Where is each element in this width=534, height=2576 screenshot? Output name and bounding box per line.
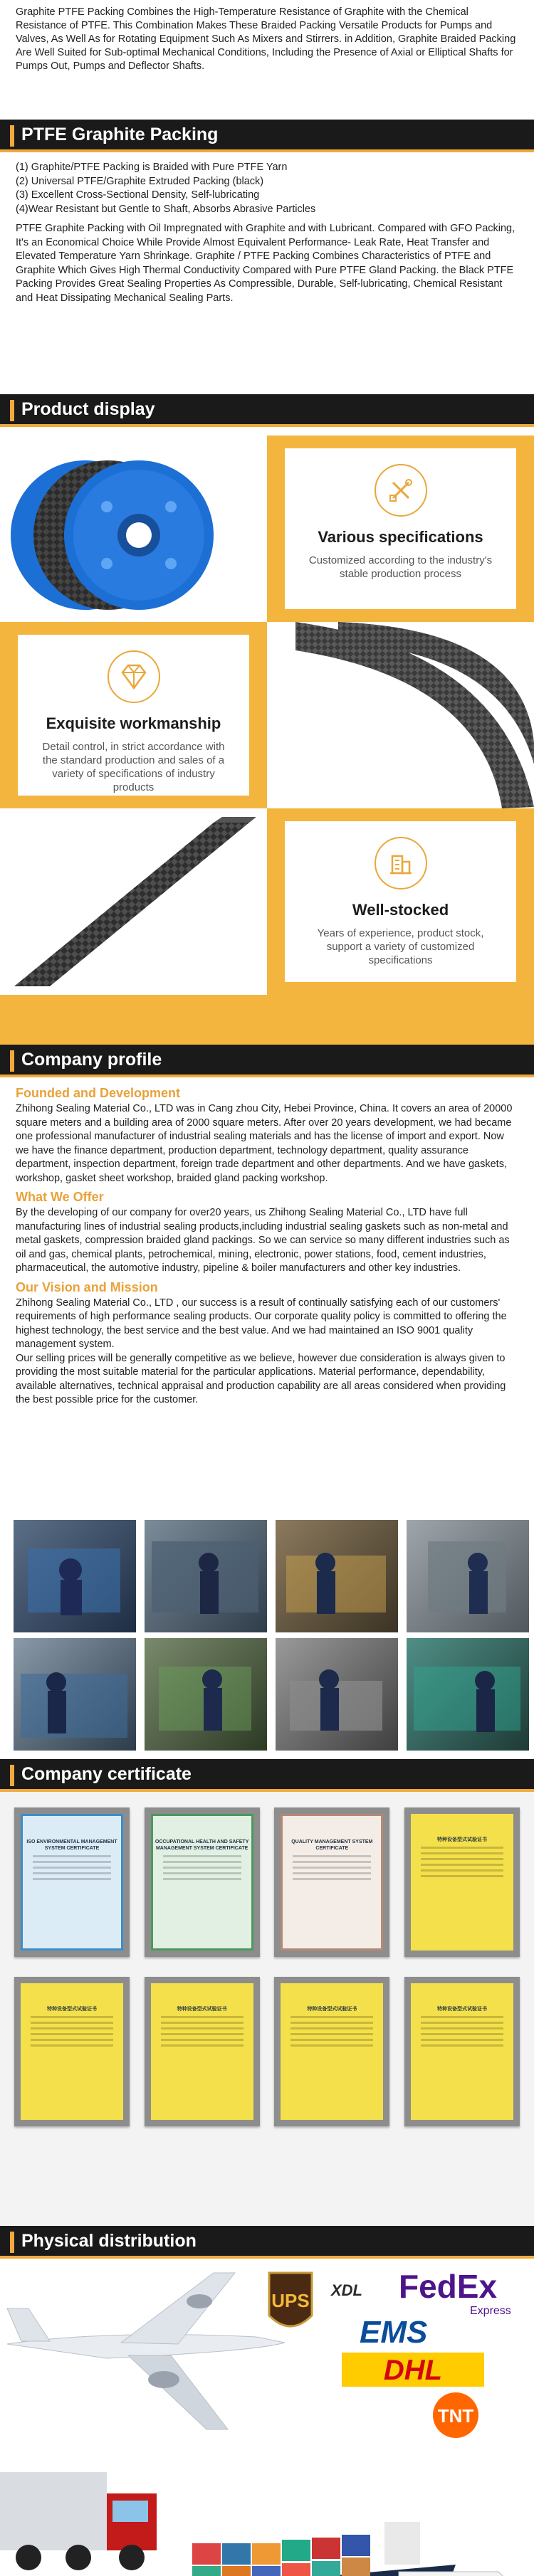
- certificate-occupational-health: [151, 1814, 253, 1951]
- intro-section: [0, 0, 534, 120]
- certificate-frame: [404, 1807, 520, 1957]
- product-photo-spool: [0, 436, 267, 622]
- feature-title: Well-stocked: [352, 901, 449, 919]
- subheading-offer: What We Offer: [16, 1190, 104, 1204]
- product-row-1: [0, 436, 534, 622]
- carrier-fedex-express: Express: [470, 2305, 511, 2317]
- feature-item: (1) Graphite/PTFE Packing is Braided with Pure PTFE Yarn: [16, 162, 288, 173]
- carrier-fedex: FedEx: [399, 2268, 498, 2305]
- certificate-type-test: [281, 1983, 383, 2120]
- certificate-frame: [274, 1977, 389, 2126]
- packing-stick-image: [0, 808, 267, 995]
- certificate-title: 特种设备型式试验证书: [436, 2007, 487, 2012]
- certificate-type-test: [411, 1983, 513, 2120]
- section-title: Company profile: [21, 1049, 162, 1070]
- certificate-frame: [404, 1977, 520, 2126]
- feature-item: (2) Universal PTFE/Graphite Extruded Packing (black): [16, 175, 264, 187]
- certificate-title: 特种设备型式试验证书: [307, 2007, 357, 2012]
- certificate-title: 特种设备型式试验证书: [177, 2007, 227, 2012]
- carrier-ups: UPS: [271, 2290, 310, 2311]
- accent-bar: [10, 1050, 14, 1072]
- accent-bar: [10, 1765, 14, 1786]
- section-header-company-profile: [0, 1045, 534, 1077]
- feature-card: [285, 821, 516, 982]
- packing-spool-image: [0, 436, 267, 622]
- feature-title: Various specifications: [318, 528, 483, 546]
- description-text: PTFE Graphite Packing with Oil Impregnated with Graphite and with Lubricant. Compared with GFO Packing, It's an Economical Choice While Provide Almost Equivalent Performance- Leak Rate, Heat Transfer and Elevated Temperature Yarn Shrinkage. Graphite / PTFE Packing Combines Characteristics of PTFE and Graphite Which Gives High Thermal Conductivity Compared with Pure PTFE Gland Packing. the Black PTFE Packing Provides Great Sealing Properties As Compressible, Durable, Self-lubricating, Chemical Resistant and Heat Dissipating Mechanical Sealing Parts.: [16, 223, 515, 304]
- certificate-frame: [14, 1977, 130, 2126]
- product-row-2: [0, 622, 534, 808]
- airplane-icon: [7, 2273, 285, 2429]
- factory-photo: [407, 1638, 529, 1751]
- factory-photo: [276, 1638, 398, 1751]
- certificate-gallery: [0, 1792, 534, 2226]
- feature-card-panel: [267, 436, 534, 622]
- certificate-frame: [274, 1807, 389, 1957]
- cargo-ship-icon: [135, 2522, 456, 2576]
- certificate-quality-management: [281, 1814, 383, 1951]
- feature-card: [285, 448, 516, 609]
- certificate-title: OCCUPATIONAL HEALTH AND SAFETY MANAGEMENT SYSTEM CERTIFICATE: [155, 1839, 249, 1851]
- certificate-title: 特种设备型式试验证书: [436, 1837, 487, 1842]
- section-title: Product display: [21, 398, 155, 419]
- logistics-illustration: [0, 2259, 534, 2576]
- feature-subtitle: Customized according to the industry's stable production process: [308, 554, 493, 580]
- accent-bar: [10, 2232, 14, 2253]
- distribution-graphic: [0, 2259, 534, 2576]
- ups-logo: [269, 2273, 312, 2326]
- packing-coil-image: [267, 622, 534, 808]
- product-photo-stick: [0, 808, 267, 995]
- section-header-company-certificate: [0, 1759, 534, 1792]
- product-photo-coil: [267, 622, 534, 808]
- feature-item: (3) Excellent Cross-Sectional Density, Self-lubricating: [16, 189, 260, 201]
- section-header-product-display: [0, 394, 534, 427]
- feature-item: (4)Wear Resistant but Gentle to Shaft, Absorbs Abrasive Particles: [16, 203, 316, 215]
- certificate-type-test: [151, 1983, 253, 2120]
- factory-photo: [14, 1520, 136, 1632]
- certificate-title: ISO ENVIRONMENTAL MANAGEMENT SYSTEM CERTIFICATE: [26, 1839, 117, 1851]
- section-title: Physical distribution: [21, 2230, 197, 2251]
- feature-title: Exquisite workmanship: [46, 714, 221, 732]
- certificate-type-test: [21, 1983, 123, 2120]
- factory-photo: [14, 1638, 136, 1751]
- building-icon: [375, 837, 427, 890]
- diamond-icon: [108, 650, 160, 703]
- feature-card-panel: [0, 622, 267, 808]
- product-row-3: [0, 808, 534, 995]
- factory-photo: [145, 1520, 267, 1632]
- section-header-ptfe: [0, 120, 534, 152]
- subheading-vision: Our Vision and Mission: [16, 1279, 158, 1294]
- carrier-ems: EMS: [360, 2315, 428, 2350]
- feature-subtitle: Years of experience, product stock, support a variety of customized specifications: [317, 927, 484, 966]
- carrier-xdl: XDL: [331, 2281, 362, 2299]
- pricing-text: Our selling prices will be generally competitive as we believe, however due consideration is always given to providing the most suitable material for the particular applications. Material performance, dependability, available alternatives, technical appraisal and production capability are all areas considered when providing the best possible price for the customer.: [16, 1352, 506, 1405]
- feature-list: [0, 152, 534, 394]
- factory-photo-grid: [0, 1511, 534, 1759]
- accent-bar: [10, 125, 14, 147]
- certificate-type-test: [411, 1814, 513, 1951]
- feature-card-panel: [267, 808, 534, 995]
- company-profile-text: [0, 1077, 534, 1511]
- vision-text: Zhihong Sealing Material Co., LTD , our success is a result of continually satisfying each of our customers' requirements of high performance sealing products. Our corporate quality policy is committed to offering the highest technology, the best service and the best value. And we had maintained an ISO 9001 quality management system.: [16, 1297, 507, 1350]
- founded-text: Zhihong Sealing Material Co., LTD was in Cang zhou City, Hebei Province, China. It covers an area of 20000 square meters and a building area of 2000 square meters. After over 20 years development, we had became one professional manufacturer of industrial sealing materials and has the license of import and export. Now we have the finance department, production department, technology department, quality assurance department, inspection department, foreign trade department and other departments. And we have gaskets, workshop, gasket sheet workshop, braided gland packing workshop.: [16, 1103, 513, 1184]
- feature-card: [18, 635, 249, 796]
- factory-photo: [145, 1638, 267, 1751]
- certificate-frame: [145, 1807, 260, 1957]
- certificate-frame: [14, 1807, 130, 1957]
- section-header-physical-distribution: [0, 2226, 534, 2259]
- subheading-founded: Founded and Development: [16, 1086, 181, 1100]
- feature-subtitle: Detail control, in strict accordance with the standard production and sales of a variety of specifications of industry products: [42, 741, 225, 793]
- intro-text: Graphite PTFE Packing Combines the High-Temperature Resistance of Graphite with the Chemical Resistance of PTFE. This Combination Makes These Braided Packing Versatile Products for Pumps and Valves, As Well As for Rotating Equipment Such As Mixers and Stirrers. in Addition, Graphite Braided Packing Are Well Suited for Sub-optimal Mechanical Conditions, Including the Presence of Axial or Elliptical Shafts for Pumps Out, Pumps and Deflector Shafts.: [16, 6, 516, 72]
- certificate-row: [14, 1977, 520, 2126]
- factory-photo: [276, 1520, 398, 1632]
- offer-text: By the developing of our company for over20 years, us Zhihong Sealing Material Co., LTD have full manufacturing lines of industrial sealing products,including industrial sealing gaskets such as non-metal and metal gaskets, compression braided gland packings. So we can service so many different industries such as oil and gas, chemical plants, petrochemical, mining, electronic, power stations, food, cement industries, pharmaceutical, the automotive industry, pipeline & boiler manufacturers and other key industries.: [16, 1207, 510, 1274]
- certificate-iso-environmental: [21, 1814, 123, 1951]
- carrier-dhl: DHL: [383, 2355, 443, 2386]
- accent-bar: [10, 400, 14, 421]
- certificate-title: 特种设备型式试验证书: [47, 2007, 97, 2012]
- section-title: PTFE Graphite Packing: [21, 124, 219, 144]
- truck-icon: [0, 2472, 157, 2570]
- orange-strip: [0, 995, 534, 1045]
- certificate-row: [14, 1807, 520, 1957]
- certificate-title: QUALITY MANAGEMENT SYSTEM CERTIFICATE: [291, 1839, 373, 1851]
- carrier-tnt: TNT: [437, 2405, 474, 2427]
- section-title: Company certificate: [21, 1763, 192, 1784]
- tools-icon: [375, 464, 427, 517]
- certificate-frame: [145, 1977, 260, 2126]
- factory-photo: [407, 1520, 529, 1632]
- van-icon: [399, 2572, 527, 2576]
